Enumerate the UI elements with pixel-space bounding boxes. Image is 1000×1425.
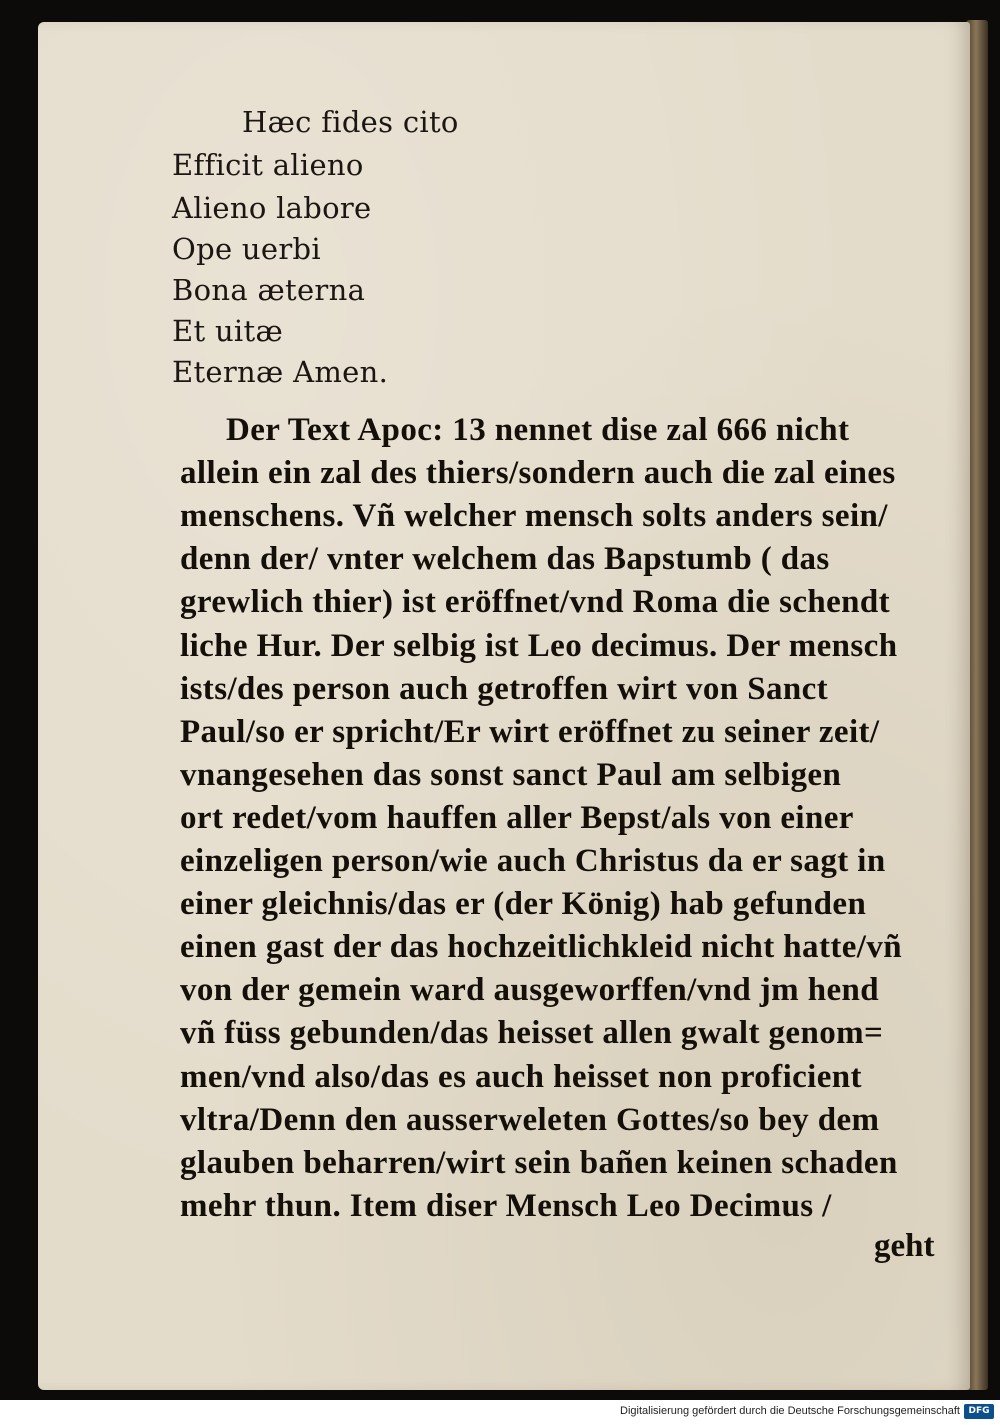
prose-line: allein ein zal des thiers/sondern auch die zal eines	[180, 455, 896, 491]
prose-line: vltra/Denn den ausserweleten Gottes/so bey dem	[180, 1102, 880, 1138]
verse-line: Eternæ Amen.	[172, 355, 389, 389]
dfg-logo-icon: DFG	[964, 1404, 994, 1419]
prose-line: liche Hur. Der selbig ist Leo decimus. Der mensch	[180, 628, 898, 664]
verse-line: Efficit alieno	[172, 148, 364, 182]
verse-line: Ope uerbi	[172, 232, 321, 266]
prose-line: ort redet/vom hauffen aller Bepst/als von einer	[180, 800, 854, 836]
verse-line: Et uitæ	[172, 314, 284, 348]
prose-line: denn der/ vnter welchem das Bapstumb ( das	[180, 541, 830, 577]
prose-line: Paul/so er spricht/Er wirt eröffnet zu seiner zeit/	[180, 714, 880, 750]
prose-line: grewlich thier) ist eröffnet/vnd Roma die schendt	[180, 584, 891, 620]
prose-line: mehr thun. Item diser Mensch Leo Decimus /	[180, 1188, 832, 1224]
prose-line: men/vnd also/das es auch heisset non proficient	[180, 1059, 862, 1095]
prose-line: ists/des person auch getroffen wirt von Sanct	[180, 671, 829, 707]
verse-line: Alieno labore	[172, 191, 372, 225]
verse-line: Hæc fides cito	[242, 105, 459, 139]
prose-line: vnangesehen das sonst sanct Paul am selbigen	[180, 757, 842, 793]
funding-credit: Digitalisierung gefördert durch die Deutsche Forschungsgemeinschaft	[620, 1405, 960, 1417]
footer-bar	[0, 1400, 1000, 1425]
prose-line: glauben beharren/wirt sein bañen keinen schaden	[180, 1145, 898, 1181]
prose-line: von der gemein ward ausgeworffen/vnd jm hend	[180, 972, 879, 1008]
prose-line: menschens. Vñ welcher mensch solts anders sein/	[180, 498, 888, 534]
prose-line: vñ füss gebunden/das heisset allen gwalt genom=	[180, 1015, 884, 1051]
prose-line: einzeligen person/wie auch Christus da er sagt in	[180, 843, 886, 879]
prose-line: Der Text Apoc: 13 nennet dise zal 666 nicht	[226, 412, 850, 448]
prose-line: einen gast der das hochzeitlichkleid nicht hatte/vñ	[180, 929, 902, 965]
catchword: geht	[874, 1228, 935, 1264]
prose-line: einer gleichnis/das er (der König) hab gefunden	[180, 886, 867, 922]
verse-line: Bona æterna	[172, 273, 366, 307]
